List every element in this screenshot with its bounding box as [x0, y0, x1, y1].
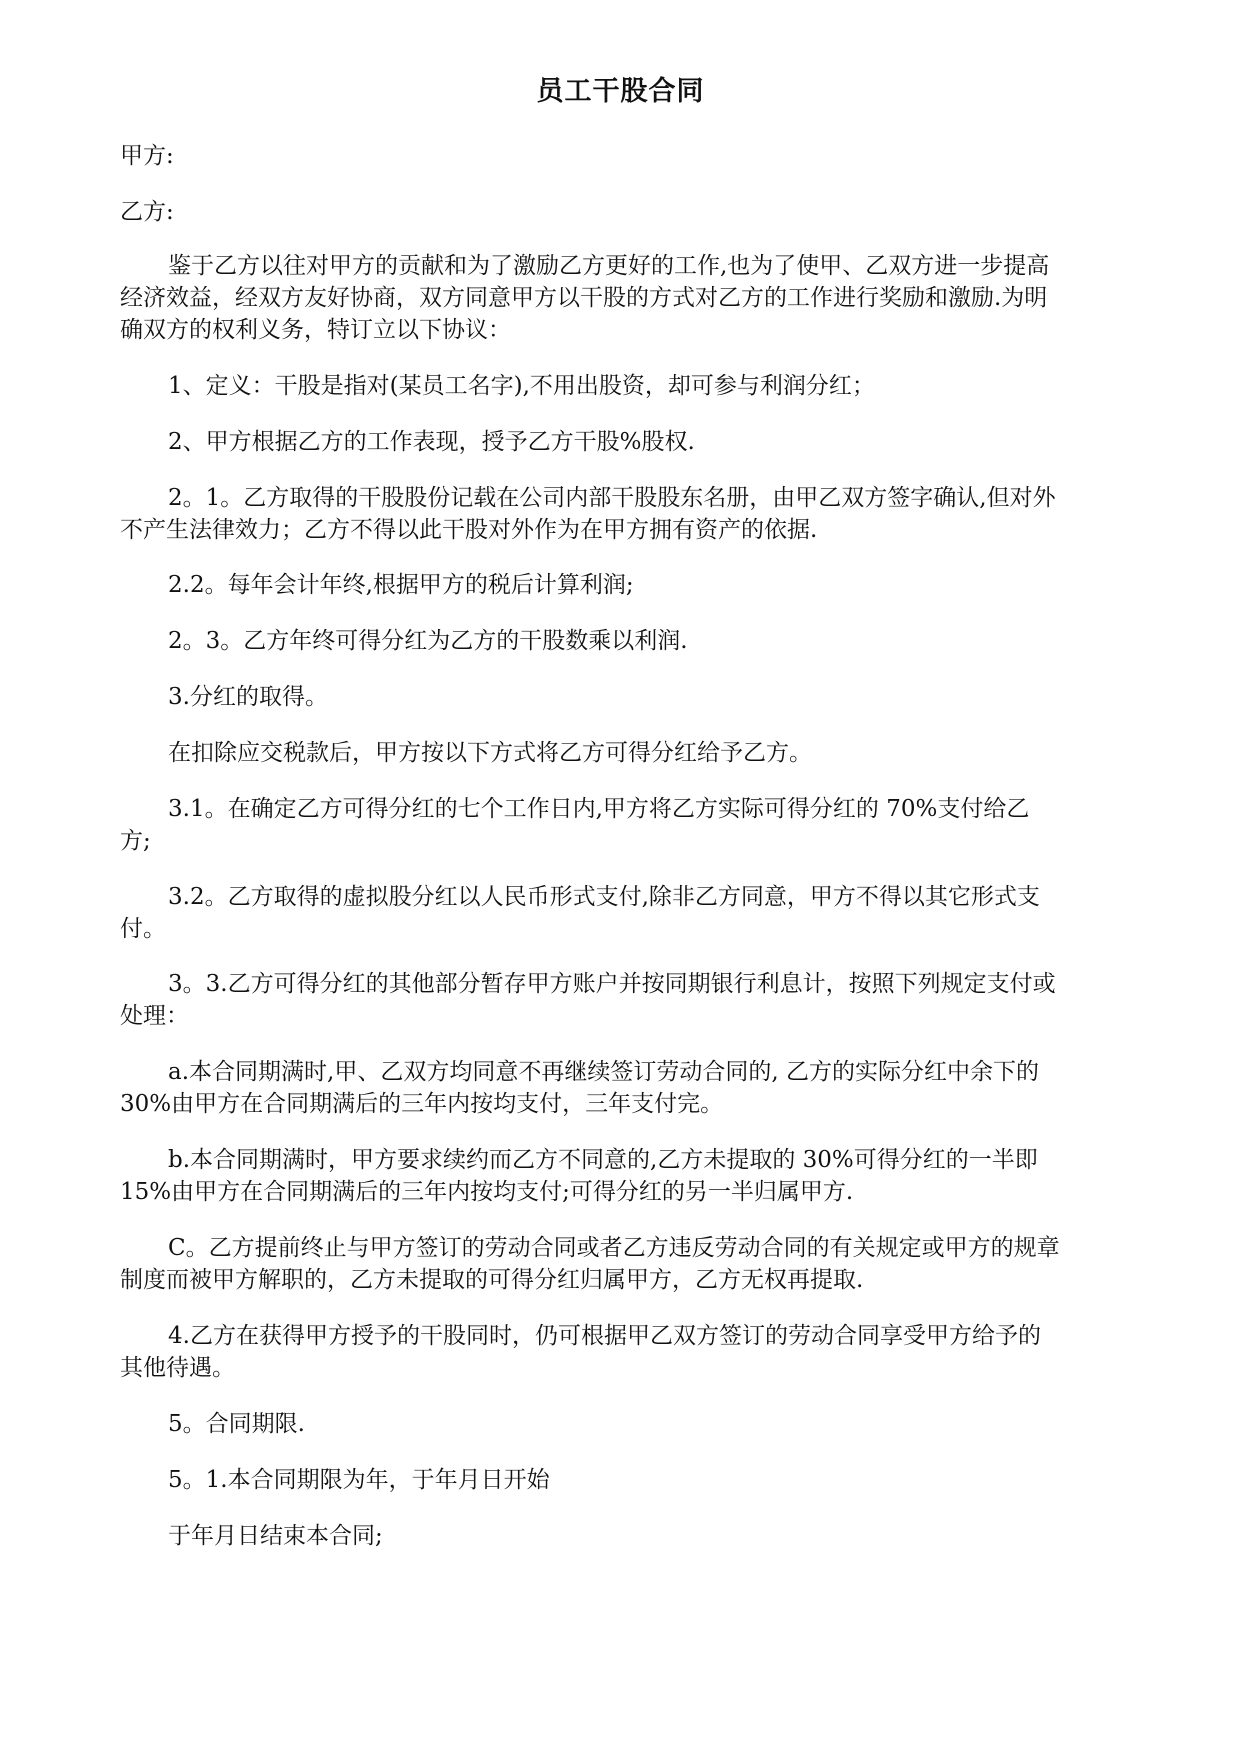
preamble-line-3: 确双方的权利义务，特订立以下协议：: [120, 317, 511, 343]
clause-5-1-end: 于年月日结束本合同;: [168, 1523, 383, 1549]
clause-5: 5。合同期限.: [168, 1411, 305, 1437]
clause-b-line-2: 15%由甲方在合同期满后的三年内按均支付;可得分红的另一半归属甲方.: [120, 1179, 854, 1205]
preamble-line-1: 鉴于乙方以往对甲方的贡献和为了激励乙方更好的工作,也为了使甲、乙双方进一步提高: [168, 253, 1050, 279]
clause-c-line-2: 制度而被甲方解职的，乙方未提取的可得分红归属甲方，乙方无权再提取.: [120, 1267, 864, 1293]
clause-2-3: 2。3。乙方年终可得分红为乙方的干股数乘以利润.: [168, 628, 688, 654]
clause-a-line-1: a.本合同期满时,甲、乙双方均同意不再继续签订劳动合同的, 乙方的实际分红中余下的: [168, 1059, 1039, 1085]
clause-4-line-1: 4.乙方在获得甲方授予的干股同时，仍可根据甲乙双方签订的劳动合同享受甲方给予的: [168, 1323, 1041, 1349]
preamble-line-2: 经济效益，经双方友好协商，双方同意甲方以干股的方式对乙方的工作进行奖励和激励.为明: [120, 285, 1048, 311]
clause-2: 2、甲方根据乙方的工作表现，授予乙方干股%股权.: [168, 429, 695, 455]
clause-3-2-line-1: 3.2。乙方取得的虚拟股分红以人民币形式支付,除非乙方同意，甲方不得以其它形式支: [168, 884, 1040, 910]
clause-2-1-line-1: 2。1。乙方取得的干股股份记载在公司内部干股股东名册，由甲乙双方签字确认,但对外: [168, 485, 1056, 511]
party-a-line: 甲方:: [120, 143, 174, 169]
clause-3-1-line-2: 方;: [120, 828, 151, 854]
clause-3: 3.分红的取得。: [168, 684, 328, 710]
clause-3-1-line-1: 3.1。在确定乙方可得分红的七个工作日内,甲方将乙方实际可得分红的 70%支付给乙: [168, 796, 1030, 822]
clause-b-line-1: b.本合同期满时，甲方要求续约而乙方不同意的,乙方未提取的 30%可得分红的一半即: [168, 1147, 1038, 1173]
clause-3-2-line-2: 付。: [120, 916, 166, 942]
clause-5-1: 5。1.本合同期限为年，于年月日开始: [168, 1467, 550, 1493]
clause-4-line-2: 其他待遇。: [120, 1355, 235, 1381]
clause-2-2: 2.2。每年会计年终,根据甲方的税后计算利润;: [168, 572, 634, 598]
clause-3-3-line-2: 处理：: [120, 1003, 189, 1029]
clause-c-line-1: C。乙方提前终止与甲方签订的劳动合同或者乙方违反劳动合同的有关规定或甲方的规章: [168, 1235, 1060, 1261]
clause-1: 1、定义：干股是指对(某员工名字),不用出股资，却可参与利润分红；: [168, 373, 875, 399]
clause-3-intro: 在扣除应交税款后，甲方按以下方式将乙方可得分红给予乙方。: [168, 740, 812, 766]
document-title: 员工干股合同: [536, 76, 705, 107]
clause-a-line-2: 30%由甲方在合同期满后的三年内按均支付，三年支付完。: [120, 1091, 724, 1117]
clause-2-1-line-2: 不产生法律效力；乙方不得以此干股对外作为在甲方拥有资产的依据.: [120, 517, 818, 543]
clause-3-3-line-1: 3。3.乙方可得分红的其他部分暂存甲方账户并按同期银行利息计，按照下列规定支付或: [168, 971, 1056, 997]
party-b-line: 乙方:: [120, 199, 174, 225]
